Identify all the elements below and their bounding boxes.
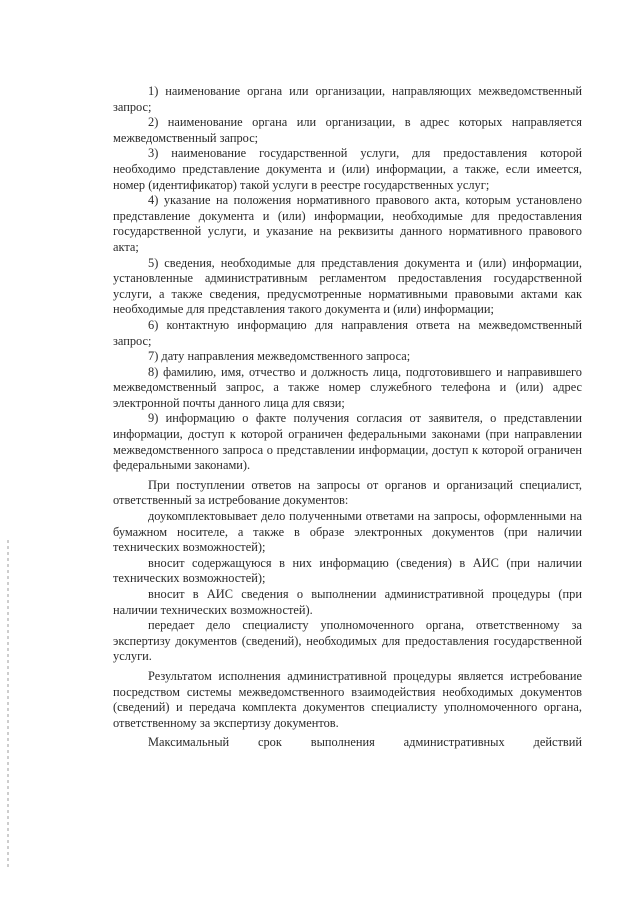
paragraph-intro-responses: При поступлении ответов на запросы от органов и организаций специалист, ответственный за истребование документов:	[113, 477, 582, 508]
paragraph-item-8: 8) фамилию, имя, отчество и должность лица, подготовившего и направившего межведомственный запрос, а также номер служебного телефона и (или) адрес электронной почты данного лица для связи;	[113, 364, 582, 410]
paragraph-item-7: 7) дату направления межведомственного запроса;	[148, 349, 411, 364]
paragraph-action-enter-status: вносит в АИС сведения о выполнении административной процедуры (при наличии технических возможностей).	[113, 587, 582, 617]
paragraph-item-6: 6) контактную информацию для направления ответа на межведомственный запрос;	[113, 317, 582, 348]
paragraph-item-5: 5) сведения, необходимые для представления документа и (или) информации, установленные административным регламентом предоставления государственной услуги, а также сведения, предусмотренные нормативными правовыми актами как необходимые для представления такого документа и (или) информации;	[113, 255, 582, 317]
paragraph-action-enter-info: вносит содержащуюся в них информацию (сведения) в АИС (при наличии технических возможностей);	[113, 555, 582, 586]
paragraph-item-1: 1) наименование органа или организации, направляющих межведомственный запрос;	[113, 84, 582, 114]
paragraph-item-3: 3) наименование государственной услуги, для предоставления которой необходимо представление документа и (или) информации, а также, если имеется, номер (идентификатор) такой услуги в реестре государственных услуг;	[113, 146, 582, 192]
paragraph-action-transfer-file: передает дело специалисту уполномоченного органа, ответственному за экспертизу документов (сведений), необходимых для предоставления государственной услуги.	[113, 618, 582, 664]
scan-edge-artifact	[7, 540, 9, 870]
paragraph-max-term: Максимальный срок выполнения административных действий	[148, 735, 582, 750]
paragraph-item-2: 2) наименование органа или организации, в адрес которых направляется межведомственный запрос;	[113, 115, 582, 145]
paragraph-action-complete-file: доукомплектовывает дело полученными ответами на запросы, оформленными на бумажном носителе, а также в образе электронных документов (при наличии технических возможностей);	[113, 509, 582, 555]
paragraph-item-9: 9) информацию о факте получения согласия от заявителя, о представлении информации, доступ к которой ограничен федеральными законами (при направлении межведомственного запроса о представлении информации, доступ к которой ограничен федеральными законами).	[113, 411, 582, 473]
document-body	[113, 84, 582, 751]
paragraph-item-4: 4) указание на положения нормативного правового акта, которым установлено представление документа и (или) информации, необходимые для предоставления государственной услуги, и указание на реквизиты данного нормативного правового акта;	[113, 193, 582, 254]
paragraph-result: Результатом исполнения административной процедуры является истребование посредством системы межведомственного взаимодействия необходимых документов (сведений) и передача комплекта документов специалисту уполномоченного органа, ответственному за экспертизу документов.	[113, 668, 582, 730]
